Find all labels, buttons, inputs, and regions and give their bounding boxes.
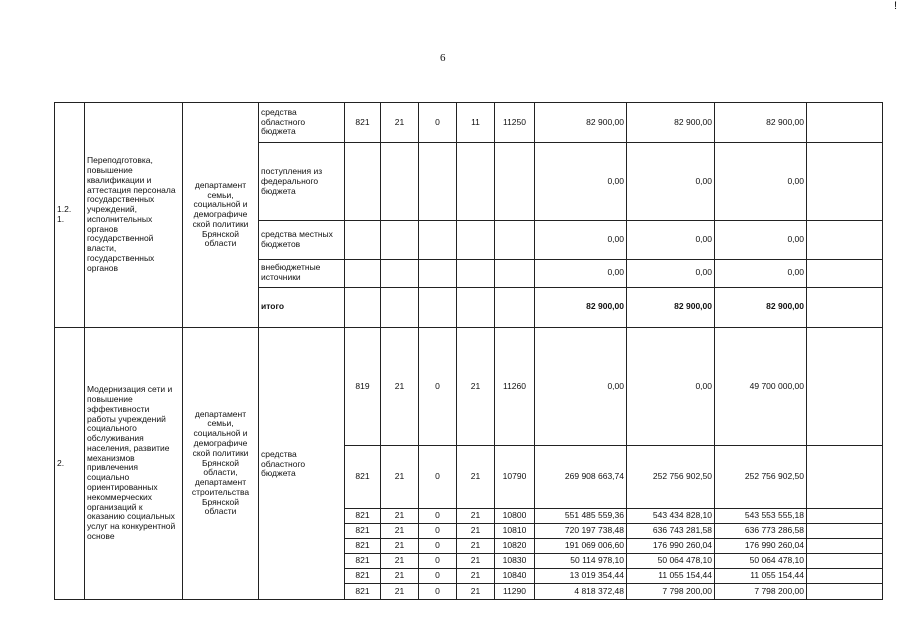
amount-cell: 50 064 478,10 <box>715 553 807 568</box>
budget-code: 11 <box>457 103 495 143</box>
amount-cell: 0,00 <box>535 327 627 445</box>
budget-code: 0 <box>419 523 457 538</box>
budget-code <box>381 287 419 327</box>
budget-code <box>345 287 381 327</box>
budget-code <box>419 287 457 327</box>
budget-code: 10800 <box>495 508 535 523</box>
amount-cell: 0,00 <box>627 221 715 259</box>
budget-code: 821 <box>345 583 381 599</box>
amount-cell: 636 773 286,58 <box>715 523 807 538</box>
budget-code: 0 <box>419 508 457 523</box>
amount-cell: 50 064 478,10 <box>627 553 715 568</box>
amount-cell: 0,00 <box>627 327 715 445</box>
budget-code: 21 <box>381 508 419 523</box>
budget-code: 21 <box>457 538 495 553</box>
amount-cell: 269 908 663,74 <box>535 446 627 508</box>
amount-cell: 13 019 354,44 <box>535 568 627 583</box>
amount-cell: 7 798 200,00 <box>627 583 715 599</box>
amount-cell: 82 900,00 <box>715 287 807 327</box>
budget-code <box>381 143 419 221</box>
empty-cell <box>807 446 883 508</box>
budget-code <box>345 143 381 221</box>
amount-cell: 4 818 372,48 <box>535 583 627 599</box>
budget-code: 21 <box>381 523 419 538</box>
budget-code <box>381 221 419 259</box>
amount-cell: 0,00 <box>535 143 627 221</box>
budget-code: 21 <box>457 583 495 599</box>
table-row <box>55 103 883 143</box>
amount-cell: 720 197 738,48 <box>535 523 627 538</box>
budget-code: 0 <box>419 568 457 583</box>
budget-code <box>495 221 535 259</box>
amount-cell: 252 756 902,50 <box>627 446 715 508</box>
amount-cell: 0,00 <box>715 221 807 259</box>
empty-cell <box>807 553 883 568</box>
budget-code: 10820 <box>495 538 535 553</box>
budget-code: 0 <box>419 327 457 445</box>
amount-cell: 551 485 559,36 <box>535 508 627 523</box>
funding-source: поступления из федерального бюджета <box>259 143 345 221</box>
budget-code: 21 <box>381 583 419 599</box>
funding-source: средства местных бюджетов <box>259 221 345 259</box>
budget-code: 21 <box>381 446 419 508</box>
budget-code <box>457 287 495 327</box>
funding-source: внебюджетные источники <box>259 259 345 287</box>
budget-code: 0 <box>419 538 457 553</box>
empty-cell <box>807 259 883 287</box>
budget-code: 821 <box>345 508 381 523</box>
budget-code <box>345 259 381 287</box>
funding-source: средства областного бюджета <box>259 327 345 599</box>
budget-code: 21 <box>457 446 495 508</box>
section-number: 1.2. 1. <box>55 103 85 328</box>
budget-code <box>457 221 495 259</box>
amount-cell: 7 798 200,00 <box>715 583 807 599</box>
budget-code: 821 <box>345 568 381 583</box>
amount-cell: 0,00 <box>715 143 807 221</box>
budget-code <box>419 259 457 287</box>
empty-cell <box>807 568 883 583</box>
amount-cell: 191 069 006,60 <box>535 538 627 553</box>
budget-code: 21 <box>457 523 495 538</box>
amount-cell: 176 990 260,04 <box>627 538 715 553</box>
budget-code: 821 <box>345 553 381 568</box>
table-row <box>55 327 883 445</box>
budget-code: 10790 <box>495 446 535 508</box>
amount-cell: 636 743 281,58 <box>627 523 715 538</box>
budget-code: 21 <box>381 327 419 445</box>
measure-name: Переподготовка, повышение квалификации и аттестация персонала государственных учреждений, исполнительных органов государственной власти, государственных органов <box>85 103 183 328</box>
empty-cell <box>807 103 883 143</box>
budget-table <box>54 102 883 600</box>
empty-cell <box>807 327 883 445</box>
amount-cell: 0,00 <box>535 221 627 259</box>
budget-code: 21 <box>381 538 419 553</box>
budget-code: 0 <box>419 103 457 143</box>
amount-cell: 0,00 <box>627 259 715 287</box>
empty-cell <box>807 287 883 327</box>
amount-cell: 50 114 978,10 <box>535 553 627 568</box>
budget-code <box>495 143 535 221</box>
budget-code: 21 <box>381 568 419 583</box>
budget-code: 819 <box>345 327 381 445</box>
amount-cell: 543 553 555,18 <box>715 508 807 523</box>
empty-cell <box>807 538 883 553</box>
amount-cell: 11 055 154,44 <box>715 568 807 583</box>
measure-name: Модернизация сети и повышение эффективности работы учреждений социального обслуживания населения, развитие механизмов привлечения социально ориентированных некоммерческих организаций к оказанию социальных услуг на конкурентной основе <box>85 327 183 599</box>
amount-cell: 252 756 902,50 <box>715 446 807 508</box>
budget-code: 0 <box>419 583 457 599</box>
amount-cell: 82 900,00 <box>627 287 715 327</box>
amount-cell: 82 900,00 <box>535 287 627 327</box>
corner-mark: ! <box>893 0 897 12</box>
budget-code: 10830 <box>495 553 535 568</box>
budget-code: 0 <box>419 553 457 568</box>
budget-code: 10810 <box>495 523 535 538</box>
empty-cell <box>807 583 883 599</box>
amount-cell: 11 055 154,44 <box>627 568 715 583</box>
budget-code: 21 <box>457 553 495 568</box>
page-number: 6 <box>440 52 446 64</box>
amount-cell: 82 900,00 <box>627 103 715 143</box>
amount-cell: 176 990 260,04 <box>715 538 807 553</box>
budget-code: 21 <box>457 568 495 583</box>
funding-source: итого <box>259 287 345 327</box>
empty-cell <box>807 523 883 538</box>
amount-cell: 0,00 <box>535 259 627 287</box>
budget-code: 11290 <box>495 583 535 599</box>
budget-code: 21 <box>381 553 419 568</box>
budget-code: 21 <box>381 103 419 143</box>
empty-cell <box>807 143 883 221</box>
budget-code <box>495 287 535 327</box>
budget-code: 821 <box>345 538 381 553</box>
empty-cell <box>807 221 883 259</box>
budget-code: 821 <box>345 523 381 538</box>
budget-code: 821 <box>345 446 381 508</box>
amount-cell: 49 700 000,00 <box>715 327 807 445</box>
amount-cell: 0,00 <box>627 143 715 221</box>
budget-code <box>457 259 495 287</box>
budget-code <box>345 221 381 259</box>
budget-code <box>457 143 495 221</box>
budget-code <box>381 259 419 287</box>
empty-cell <box>807 508 883 523</box>
budget-code: 21 <box>457 508 495 523</box>
responsible-department: департамент семьи, социальной и демографиче ской политики Брянской области <box>183 103 259 328</box>
budget-code: 21 <box>457 327 495 445</box>
section-number: 2. <box>55 327 85 599</box>
funding-source: средства областного бюджета <box>259 103 345 143</box>
budget-code: 11250 <box>495 103 535 143</box>
amount-cell: 82 900,00 <box>715 103 807 143</box>
budget-code <box>495 259 535 287</box>
budget-code: 0 <box>419 446 457 508</box>
budget-code: 11260 <box>495 327 535 445</box>
budget-code <box>419 221 457 259</box>
amount-cell: 82 900,00 <box>535 103 627 143</box>
budget-code: 10840 <box>495 568 535 583</box>
budget-code <box>419 143 457 221</box>
amount-cell: 543 434 828,10 <box>627 508 715 523</box>
budget-code: 821 <box>345 103 381 143</box>
amount-cell: 0,00 <box>715 259 807 287</box>
responsible-department: департамент семьи, социальной и демографиче ской политики Брянской области, департамент строительства Брянской области <box>183 327 259 599</box>
